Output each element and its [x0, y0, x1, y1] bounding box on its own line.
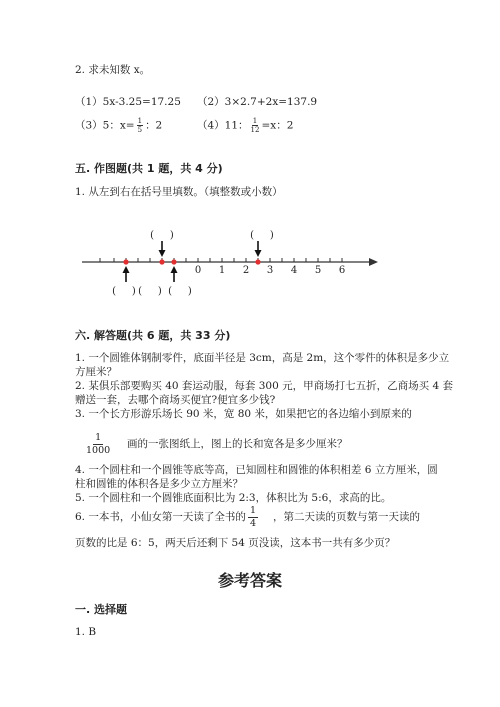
up-arrow-2-head: [171, 266, 178, 273]
question-6-line-1-prefix: 6. 一本书，小仙女第一天读了全书的: [75, 511, 246, 523]
answer-bracket-bottom-3: ( ): [168, 286, 192, 297]
answer-bracket-bottom-2: ( ): [138, 286, 162, 297]
fraction-numerator: 1: [137, 117, 143, 125]
section-5-question-1: 1. 从左到右在括号里填数。（填整数或小数）: [75, 186, 283, 198]
equation-4-prefix: （4）11：: [197, 119, 249, 132]
question-3-line-2: 画的一张图纸上，图上的长和宽各是多少厘米？: [127, 438, 348, 450]
equation-3-prefix: （3）5：x=: [75, 119, 135, 132]
fraction-denominator: 12: [250, 126, 260, 134]
fraction-numerator: 1: [250, 505, 257, 516]
solve-heading: 2. 求未知数 x。: [75, 64, 151, 76]
tick-label-2: 2: [242, 265, 250, 276]
fraction-denominator: 4: [250, 518, 257, 529]
question-4-line-1: 4. 一个圆柱和一个圆锥等底等高，已知圆柱和圆锥的体积相差 6 立方厘米，圆: [75, 464, 438, 476]
equation-2: （2）3×2.7+2x=137.9: [197, 96, 318, 108]
up-arrow-1-head: [123, 266, 130, 273]
tick-label-6: 6: [338, 265, 346, 276]
fraction-denominator: 1000: [86, 445, 111, 456]
tick-label-3: 3: [266, 265, 274, 276]
question-6-line-1-suffix: ，第二天读的页数与第一天读的: [273, 511, 420, 523]
question-6-line-2: 页数的比是 6：5，两天后还剩下 54 页没读，这本书一共有多少页？: [75, 537, 396, 549]
point-dot: [159, 259, 164, 264]
down-arrow-1-head: [159, 250, 166, 257]
section-5-heading: 五. 作图题(共 1 题，共 4 分): [75, 162, 223, 175]
answer-1: 1. B: [75, 626, 97, 638]
point-dot: [255, 259, 260, 264]
question-4-line-2: 柱和圆锥的体积各是多少立方厘米？: [75, 478, 243, 490]
fraction-numerator: 1: [252, 117, 258, 125]
point-dot: [171, 259, 176, 264]
question-2-line-2: 赠送一套，去哪个商场买便宜?便宜多少钱?: [75, 394, 276, 406]
tick-label-4: 4: [290, 265, 298, 276]
question-3-line-1: 3. 一个长方形游乐场长 90 米，宽 80 米，如果把它的各边缩小到原来的: [75, 408, 412, 420]
fraction-numerator: 1: [95, 432, 102, 443]
number-line-figure: [0, 0, 500, 310]
number-line-arrowhead: [369, 258, 378, 266]
point-dot: [123, 259, 128, 264]
question-1-line-1: 1. 一个圆锥体钢制零件，底面半径是 3cm，高是 2m，这个零件的体积是多少立: [75, 352, 450, 364]
section-6-heading: 六. 解答题(共 6 题，共 33 分): [75, 329, 231, 342]
equation-1: （1）5x-3.25=17.25: [75, 96, 181, 108]
fraction-denominator: 5: [137, 126, 143, 134]
equation-3-suffix: ：2: [145, 119, 163, 132]
tick-label-1: 1: [218, 265, 226, 276]
answers-title: 参考答案: [218, 571, 283, 590]
tick-label-5: 5: [314, 265, 322, 276]
equation-4-suffix: =x：2: [261, 119, 294, 132]
answers-section-1-heading: 一. 选择题: [75, 603, 128, 616]
answer-bracket-top-2: ( ): [250, 230, 274, 241]
answer-bracket-top-1: ( ): [150, 230, 174, 241]
fraction-one-quarter: [248, 505, 258, 530]
question-1-line-2: 方厘米？: [75, 366, 117, 378]
fraction-one-thousandth: [86, 432, 110, 457]
tick-label-0: 0: [194, 265, 202, 276]
question-5: 5. 一个圆柱和一个圆锥底面积比为 2:3，体积比为 5:6，求高的比。: [75, 492, 392, 504]
question-2-line-1: 2. 某俱乐部要购买 40 套运动服，每套 300 元，甲商场打七五折，乙商场买 4 套: [75, 380, 453, 392]
down-arrow-2-head: [255, 250, 262, 257]
answer-bracket-bottom-1: ( ): [112, 286, 136, 297]
